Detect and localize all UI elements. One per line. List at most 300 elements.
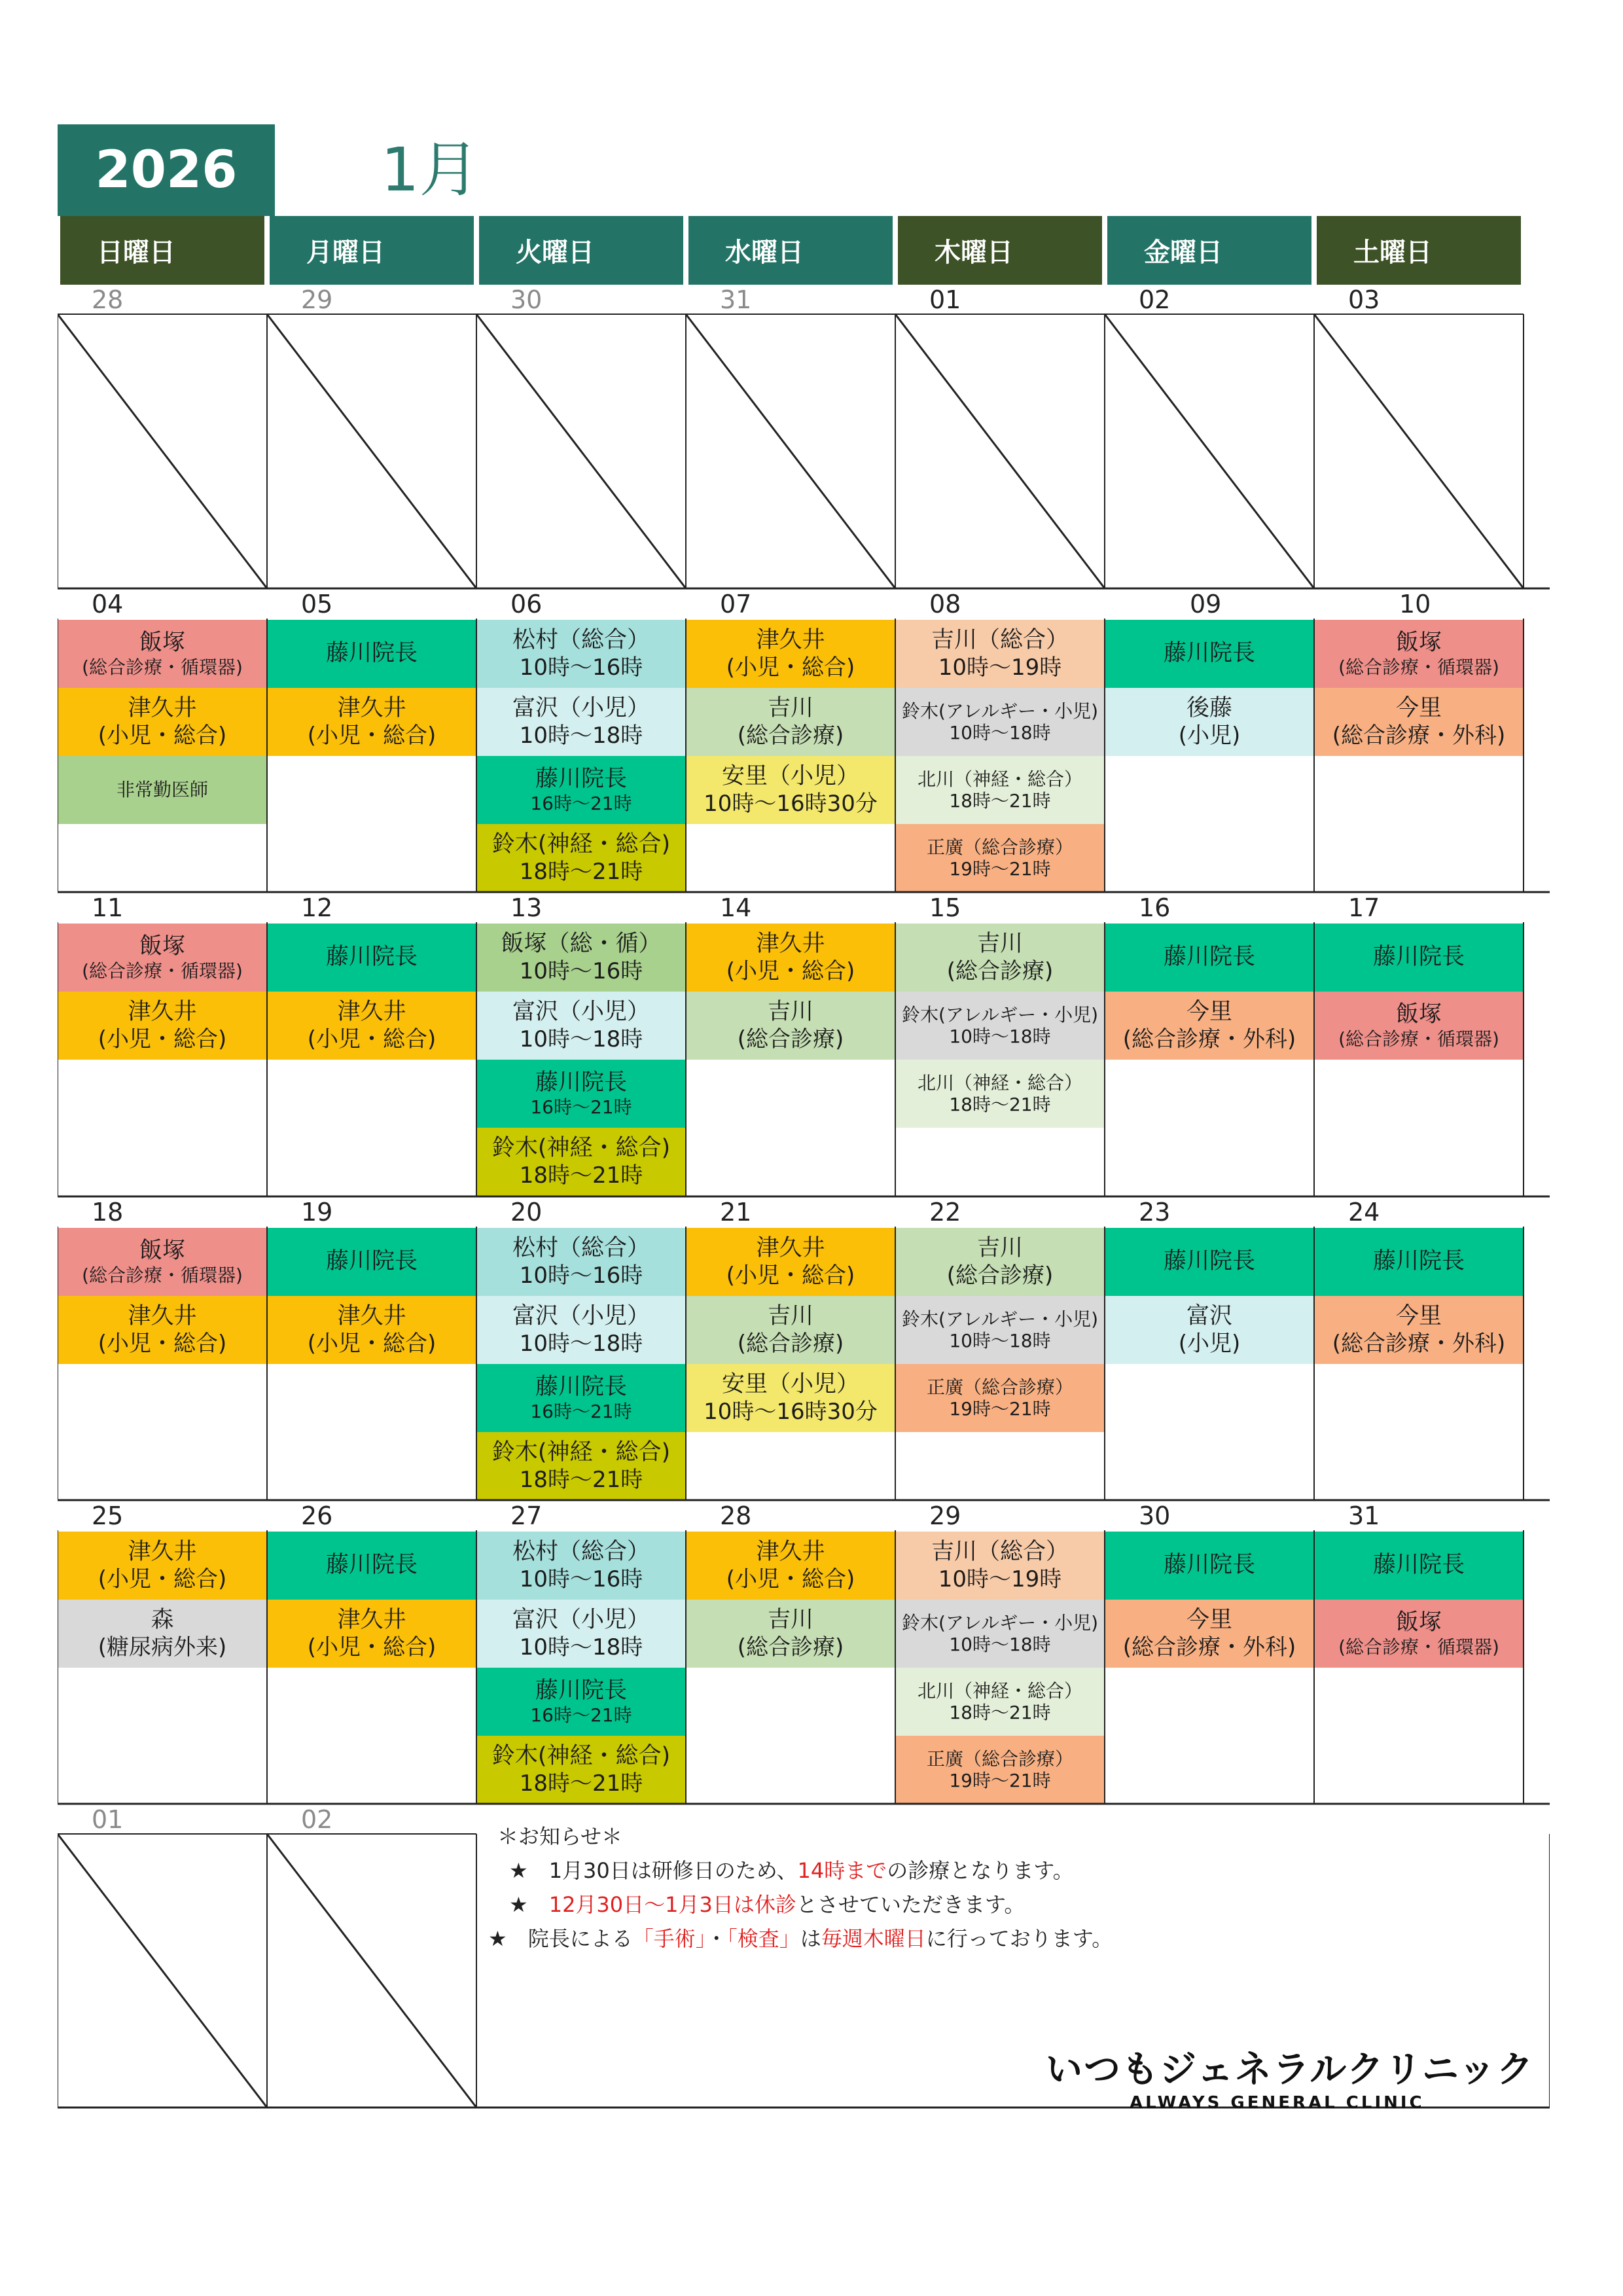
day-cell — [895, 592, 1105, 896]
notice-highlight: 「手術」 — [632, 1926, 706, 1951]
day-number: 31 — [720, 285, 752, 314]
schedule-slot — [58, 688, 267, 756]
clinic-logo — [1046, 2041, 1535, 2119]
slot-detail: 16時～21時 — [530, 793, 632, 815]
doctor-name: 飯塚 — [139, 629, 185, 656]
doctor-name: 吉川（総合） — [931, 1539, 1069, 1566]
slot-detail: 18時～21時 — [519, 858, 643, 885]
slot-detail: 10時～18時 — [949, 722, 1051, 744]
doctor-name: 安里（小児） — [721, 1371, 859, 1398]
schedule-slot — [895, 1600, 1105, 1668]
schedule-slot — [895, 1736, 1105, 1804]
slot-detail: 10時～16時 — [519, 958, 643, 984]
day-cell — [1314, 285, 1524, 592]
day-number: 29 — [301, 285, 333, 314]
doctor-name: 北川（神経・総合） — [917, 1679, 1082, 1702]
schedule-slot — [476, 1600, 686, 1668]
slot-detail: (小児・総合) — [98, 722, 227, 749]
doctor-name: 鈴木(神経・総合) — [491, 1439, 671, 1466]
slot-detail: (小児・総合) — [307, 1026, 437, 1052]
day-number: 12 — [301, 893, 333, 922]
doctor-name: 藤川院長 — [535, 1069, 627, 1096]
doctor-name: 松村（総合） — [512, 1235, 650, 1262]
schedule-slot — [476, 824, 686, 892]
schedule-slot — [1105, 1600, 1314, 1668]
doctor-name: 鈴木(アレルギー・小児) — [901, 1003, 1099, 1026]
day-number: 24 — [1348, 1198, 1380, 1227]
slot-detail: 18時～21時 — [949, 1094, 1051, 1115]
day-number: 21 — [720, 1198, 752, 1227]
schedule-slot — [895, 1296, 1105, 1364]
day-number: 26 — [301, 1501, 333, 1530]
doctor-name: 藤川院長 — [325, 1552, 418, 1579]
day-number: 28 — [720, 1501, 752, 1530]
doctor-name: 吉川 — [976, 1235, 1023, 1262]
slot-detail: (小児・総合) — [307, 722, 437, 749]
slot-detail: (小児・総合) — [726, 958, 855, 984]
slot-detail: (小児・総合) — [307, 1330, 437, 1357]
schedule-slot — [58, 924, 267, 992]
day-cell — [686, 893, 895, 1200]
schedule-slot — [895, 756, 1105, 824]
notice-text: は — [800, 1926, 821, 1951]
schedule-slot — [895, 824, 1105, 892]
slot-detail: 19時～21時 — [949, 1770, 1051, 1791]
schedule-slot — [1314, 688, 1524, 756]
schedule-slot — [895, 1532, 1105, 1600]
doctor-name: 津久井 — [128, 999, 197, 1026]
schedule-slot — [895, 1060, 1105, 1128]
doctor-name: 津久井 — [756, 1235, 825, 1262]
day-cell — [267, 1200, 476, 1504]
doctor-name: 藤川院長 — [1163, 944, 1255, 971]
day-number: 06 — [510, 590, 543, 619]
month-title: 1月 — [381, 135, 480, 205]
slot-detail: (総合診療) — [737, 1026, 844, 1052]
slot-detail: (総合診療) — [737, 1330, 844, 1357]
day-cell — [895, 1501, 1105, 1808]
slot-detail: 18時～21時 — [949, 790, 1051, 812]
doctor-name: 藤川院長 — [535, 765, 627, 792]
day-cell — [58, 1200, 267, 1504]
slot-detail: (総合診療・外科) — [1332, 1330, 1506, 1357]
schedule-slot — [267, 688, 476, 756]
doctor-name: 鈴木(アレルギー・小児) — [901, 700, 1099, 722]
day-cell — [686, 592, 895, 896]
doctor-name: 今里 — [1186, 999, 1232, 1026]
slot-detail: 18時～21時 — [519, 1466, 643, 1493]
day-number: 18 — [92, 1198, 124, 1227]
notice-line — [497, 1854, 1544, 1888]
schedule-slot — [686, 1532, 895, 1600]
schedule-slot — [267, 1600, 476, 1668]
day-cell — [476, 1200, 686, 1504]
slot-detail: (小児・総合) — [98, 1026, 227, 1052]
day-number: 02 — [1139, 285, 1171, 314]
slot-detail: (糖尿病外来) — [98, 1634, 227, 1660]
schedule-slot — [267, 992, 476, 1060]
slot-detail: (小児・総合) — [726, 1262, 855, 1289]
doctor-name: 正廣（総合診療） — [926, 836, 1073, 858]
schedule-slot — [476, 924, 686, 992]
day-number: 30 — [510, 285, 543, 314]
doctor-name: 松村（総合） — [512, 627, 650, 654]
doctor-name: 津久井 — [337, 999, 406, 1026]
schedule-slot — [1314, 924, 1524, 992]
schedule-slot — [476, 688, 686, 756]
doctor-name: 藤川院長 — [1163, 640, 1255, 667]
day-number: 29 — [929, 1501, 961, 1530]
schedule-slot — [686, 924, 895, 992]
slot-detail: 10時～18時 — [519, 1330, 643, 1357]
doctor-name: 鈴木(神経・総合) — [491, 1135, 671, 1162]
day-number: 08 — [929, 590, 961, 619]
doctor-name: 飯塚（総・循） — [501, 931, 662, 958]
day-cell — [1105, 592, 1314, 896]
doctor-name: 津久井 — [337, 1303, 406, 1330]
doctor-name: 藤川院長 — [1372, 1552, 1465, 1579]
schedule-slot — [476, 1736, 686, 1804]
slot-detail: 10時～18時 — [519, 1026, 643, 1052]
day-number: 02 — [301, 1805, 333, 1834]
day-cell — [686, 1501, 895, 1808]
slot-detail: (総合診療・外科) — [1332, 722, 1506, 749]
schedule-slot — [686, 1296, 895, 1364]
doctor-name: 藤川院長 — [325, 640, 418, 667]
slot-detail: (総合診療・循環器) — [82, 1265, 243, 1287]
slot-detail: 10時～18時 — [949, 1026, 1051, 1047]
day-number: 28 — [92, 285, 124, 314]
day-number: 10 — [1399, 590, 1431, 619]
day-cell — [1105, 1501, 1314, 1808]
schedule-slot — [895, 620, 1105, 688]
slot-detail: (総合診療・循環器) — [82, 656, 243, 679]
slot-detail: (総合診療) — [737, 722, 844, 749]
doctor-name: 今里 — [1395, 695, 1442, 722]
slot-detail: 18時～21時 — [949, 1702, 1051, 1723]
weekday-header-5: 金曜日 — [1107, 216, 1311, 285]
doctor-name: 藤川院長 — [1163, 1552, 1255, 1579]
schedule-slot — [476, 1128, 686, 1196]
notice-heading: ＊お知らせ＊ — [497, 1824, 623, 1849]
day-number: 14 — [720, 893, 752, 922]
day-number: 23 — [1139, 1198, 1171, 1227]
schedule-slot — [1314, 992, 1524, 1060]
slot-detail: (総合診療) — [737, 1634, 844, 1660]
schedule-slot — [267, 1228, 476, 1296]
schedule-slot — [267, 924, 476, 992]
doctor-name: 飯塚 — [139, 1237, 185, 1264]
doctor-name: 津久井 — [337, 695, 406, 722]
day-number: 27 — [510, 1501, 543, 1530]
doctor-name: 森 — [151, 1607, 174, 1634]
doctor-name: 北川（神経・総合） — [917, 768, 1082, 790]
slot-detail: 10時～18時 — [519, 722, 643, 749]
day-cell — [58, 1805, 267, 2111]
day-cell — [267, 1501, 476, 1808]
slot-detail: (小児・総合) — [98, 1566, 227, 1592]
slot-detail: 16時～21時 — [530, 1401, 632, 1423]
weekday-header-0: 日曜日 — [60, 216, 264, 285]
day-number: 03 — [1348, 285, 1380, 314]
schedule-slot — [686, 620, 895, 688]
doctor-name: 正廣（総合診療） — [926, 1376, 1073, 1398]
schedule-slot — [895, 924, 1105, 992]
slot-detail: (総合診療・外科) — [1122, 1634, 1296, 1660]
weekday-header-1: 月曜日 — [270, 216, 474, 285]
slot-detail: (小児) — [1178, 1330, 1241, 1357]
day-cell — [58, 1501, 267, 1808]
doctor-name: 鈴木(アレルギー・小児) — [901, 1308, 1099, 1330]
weekday-header-row — [58, 216, 1550, 288]
doctor-name: 北川（神経・総合） — [917, 1071, 1082, 1094]
doctor-name: 藤川院長 — [1372, 944, 1465, 971]
doctor-name: 藤川院長 — [535, 1677, 627, 1704]
doctor-name: 藤川院長 — [325, 1248, 418, 1275]
day-number: 05 — [301, 590, 333, 619]
slot-detail: 16時～21時 — [530, 1704, 632, 1727]
schedule-slot — [1314, 1600, 1524, 1668]
schedule-slot — [1105, 992, 1314, 1060]
doctor-name: 安里（小児） — [721, 763, 859, 790]
schedule-slot — [58, 1296, 267, 1364]
doctor-name: 津久井 — [128, 1303, 197, 1330]
slot-detail: (小児) — [1178, 722, 1241, 749]
day-number: 04 — [92, 590, 124, 619]
slot-detail: (小児・総合) — [726, 654, 855, 681]
schedule-slot — [686, 1228, 895, 1296]
day-number: 19 — [301, 1198, 333, 1227]
day-cell — [1314, 592, 1524, 896]
day-cell — [1105, 1200, 1314, 1504]
schedule-slot — [1105, 1532, 1314, 1600]
schedule-slot — [267, 1296, 476, 1364]
doctor-name: 藤川院長 — [535, 1373, 627, 1400]
schedule-slot — [58, 1600, 267, 1668]
doctor-name: 津久井 — [337, 1607, 406, 1634]
day-cell — [58, 893, 267, 1200]
day-number: 16 — [1139, 893, 1171, 922]
schedule-slot — [476, 756, 686, 824]
doctor-name: 後藤 — [1186, 695, 1232, 722]
schedule-slot — [267, 1532, 476, 1600]
notice-highlight: 14時まで — [797, 1858, 887, 1883]
notice-text: とさせていただきます。 — [796, 1892, 1026, 1917]
day-number: 01 — [92, 1805, 124, 1834]
day-number: 01 — [929, 285, 961, 314]
notice-text: ★ — [509, 1892, 549, 1917]
slot-detail: 18時～21時 — [519, 1162, 643, 1189]
schedule-slot — [1314, 1228, 1524, 1296]
schedule-slot — [476, 1532, 686, 1600]
weekday-header-6: 土曜日 — [1317, 216, 1521, 285]
schedule-slot — [686, 1600, 895, 1668]
doctor-name: 鈴木(神経・総合) — [491, 831, 671, 858]
day-cell — [686, 285, 895, 592]
schedule-slot — [895, 1228, 1105, 1296]
day-number: 20 — [510, 1198, 543, 1227]
schedule-slot — [895, 992, 1105, 1060]
slot-detail: (総合診療・循環器) — [1338, 1636, 1499, 1659]
doctor-name: 飯塚 — [1395, 629, 1442, 656]
schedule-slot — [686, 992, 895, 1060]
doctor-name: 非常勤医師 — [116, 779, 208, 801]
schedule-slot — [1105, 1296, 1314, 1364]
doctor-name: 吉川 — [767, 695, 813, 722]
notice-text: ★ 1月30日は研修日のため、 — [509, 1858, 798, 1883]
day-number: 17 — [1348, 893, 1380, 922]
day-cell — [895, 1200, 1105, 1504]
day-cell — [1314, 893, 1524, 1200]
doctor-name: 吉川 — [767, 1303, 813, 1330]
weekday-header-4: 木曜日 — [898, 216, 1102, 285]
slot-detail: 10時～18時 — [519, 1634, 643, 1660]
day-number: 30 — [1139, 1501, 1171, 1530]
doctor-name: 飯塚 — [1395, 1609, 1442, 1636]
schedule-slot — [1314, 1532, 1524, 1600]
day-number: 22 — [929, 1198, 961, 1227]
slot-detail: 16時～21時 — [530, 1096, 632, 1119]
slot-detail: (総合診療・循環器) — [82, 960, 243, 982]
schedule-slot — [58, 620, 267, 688]
doctor-name: 松村（総合） — [512, 1539, 650, 1566]
schedule-slot — [58, 756, 267, 824]
schedule-slot — [1314, 620, 1524, 688]
notice-highlight: 12月30日～1月3日は休診 — [548, 1892, 796, 1917]
slot-detail: 10時～16時30分 — [704, 790, 878, 817]
slot-detail: 10時～16時 — [519, 1566, 643, 1592]
doctor-name: 富沢（小児） — [512, 695, 650, 722]
doctor-name: 津久井 — [756, 1539, 825, 1566]
doctor-name: 津久井 — [128, 1539, 197, 1566]
year-label: 2026 — [58, 124, 275, 216]
schedule-slot — [58, 1532, 267, 1600]
schedule-slot — [1105, 688, 1314, 756]
doctor-name: 飯塚 — [1395, 1001, 1442, 1028]
schedule-slot — [58, 992, 267, 1060]
doctor-name: 藤川院長 — [325, 944, 418, 971]
day-cell — [476, 1501, 686, 1808]
slot-detail: (総合診療・循環器) — [1338, 656, 1499, 679]
slot-detail: 18時～21時 — [519, 1770, 643, 1797]
slot-detail: (総合診療・外科) — [1122, 1026, 1296, 1052]
schedule-slot — [686, 756, 895, 824]
schedule-slot — [686, 1364, 895, 1432]
schedule-slot — [476, 620, 686, 688]
schedule-slot — [476, 1432, 686, 1500]
slot-detail: 10時～18時 — [949, 1330, 1051, 1352]
slot-detail: (総合診療) — [946, 1262, 1054, 1289]
schedule-slot — [267, 620, 476, 688]
schedule-slot — [1105, 620, 1314, 688]
slot-detail: (小児・総合) — [98, 1330, 227, 1357]
doctor-name: 富沢（小児） — [512, 1607, 650, 1634]
day-number: 11 — [92, 893, 124, 922]
doctor-name: 富沢（小児） — [512, 1303, 650, 1330]
slot-detail: 10時～16時 — [519, 654, 643, 681]
schedule-slot — [1105, 924, 1314, 992]
notice-text: の診療となります。 — [887, 1858, 1074, 1883]
day-cell — [686, 1200, 895, 1504]
weekday-header-2: 火曜日 — [479, 216, 683, 285]
schedule-slot — [476, 1668, 686, 1736]
day-number: 25 — [92, 1501, 124, 1530]
day-cell — [267, 893, 476, 1200]
day-cell — [267, 1805, 476, 2111]
doctor-name: 津久井 — [756, 931, 825, 958]
schedule-slot — [476, 1364, 686, 1432]
doctor-name: 吉川 — [767, 999, 813, 1026]
day-cell — [267, 592, 476, 896]
slot-detail: 19時～21時 — [949, 858, 1051, 880]
doctor-name: 津久井 — [128, 695, 197, 722]
doctor-name: 吉川 — [976, 931, 1023, 958]
day-cell — [895, 893, 1105, 1200]
doctor-name: 今里 — [1395, 1303, 1442, 1330]
doctor-name: 富沢（小児） — [512, 999, 650, 1026]
slot-detail: (小児・総合) — [726, 1566, 855, 1592]
slot-detail: (総合診療) — [946, 958, 1054, 984]
doctor-name: 吉川（総合） — [931, 627, 1069, 654]
weekday-header-3: 水曜日 — [688, 216, 893, 285]
day-cell — [1105, 893, 1314, 1200]
slot-detail: 10時～19時 — [938, 1566, 1062, 1592]
slot-detail: (総合診療・循環器) — [1338, 1028, 1499, 1050]
schedule-slot — [686, 688, 895, 756]
clinic-logo-jp: いつもジェネラルクリニック — [1046, 2049, 1535, 2091]
day-cell — [1105, 285, 1314, 592]
doctor-name: 藤川院長 — [1163, 1248, 1255, 1275]
doctor-name: 今里 — [1186, 1607, 1232, 1634]
schedule-slot — [1105, 1228, 1314, 1296]
slot-detail: 10時～16時30分 — [704, 1398, 878, 1425]
day-cell — [476, 592, 686, 896]
schedule-slot — [476, 1296, 686, 1364]
day-cell — [58, 592, 267, 896]
slot-detail: (小児・総合) — [307, 1634, 437, 1660]
doctor-name: 藤川院長 — [1372, 1248, 1465, 1275]
slot-detail: 10時～16時 — [519, 1262, 643, 1289]
schedule-slot — [1314, 1296, 1524, 1364]
schedule-slot — [895, 1668, 1105, 1736]
slot-detail: 10時～18時 — [949, 1634, 1051, 1655]
day-cell — [1314, 1501, 1524, 1808]
slot-detail: 19時～21時 — [949, 1398, 1051, 1420]
day-cell — [58, 285, 267, 592]
notice-highlight: 「検査」 — [726, 1926, 800, 1951]
notice-line — [488, 1922, 1544, 1956]
notice-line — [497, 1888, 1544, 1922]
notice-text: ・ — [705, 1926, 727, 1951]
doctor-name: 富沢 — [1186, 1303, 1232, 1330]
schedule-slot — [476, 1228, 686, 1296]
doctor-name: 飯塚 — [139, 933, 185, 960]
doctor-name: 津久井 — [756, 627, 825, 654]
day-cell — [1314, 1200, 1524, 1504]
notice-highlight: 毎週木曜日 — [821, 1926, 926, 1951]
schedule-slot — [895, 688, 1105, 756]
schedule-slot — [476, 992, 686, 1060]
slot-detail: 10時～19時 — [938, 654, 1062, 681]
day-number: 13 — [510, 893, 543, 922]
day-cell — [267, 285, 476, 592]
schedule-slot — [476, 1060, 686, 1128]
schedule-slot — [58, 1228, 267, 1296]
day-cell — [895, 285, 1105, 592]
schedule-slot — [895, 1364, 1105, 1432]
day-cell — [476, 893, 686, 1200]
day-number: 31 — [1348, 1501, 1380, 1530]
